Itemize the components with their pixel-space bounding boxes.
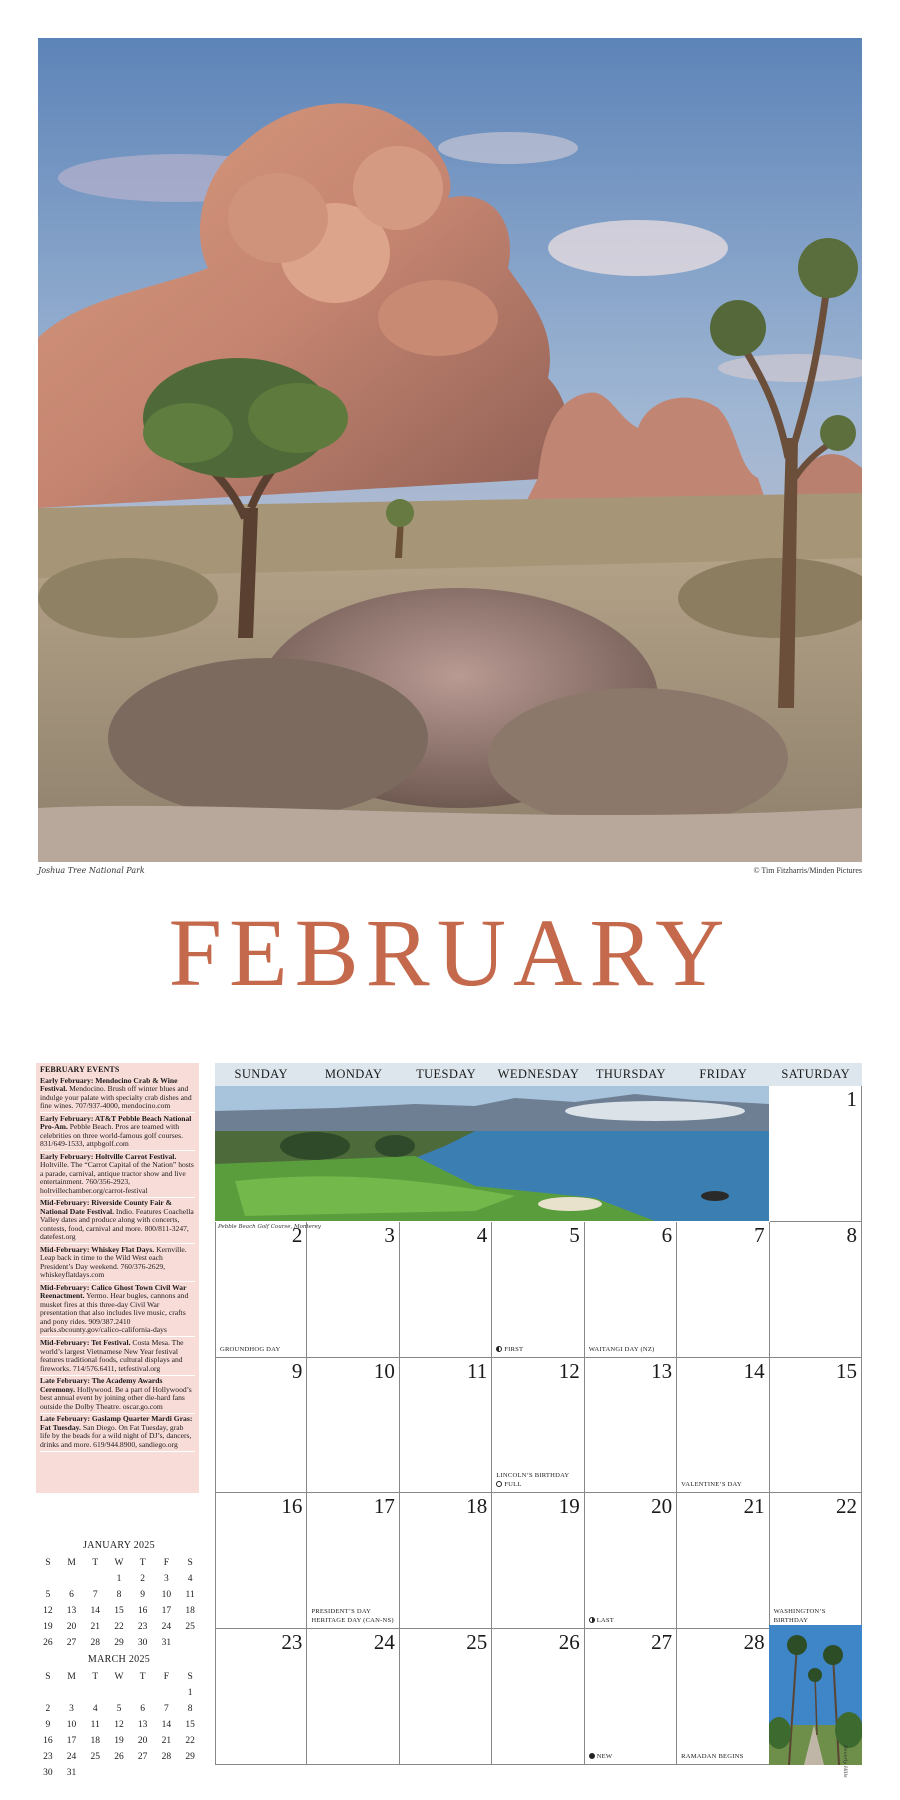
event-title: Mid-February: Calico Ghost Town Civil War Reenactment. xyxy=(40,1282,187,1301)
day-number: 25 xyxy=(466,1630,488,1655)
mini-day: 31 xyxy=(66,1768,77,1778)
holiday-note xyxy=(496,1471,569,1480)
day-cell[interactable] xyxy=(677,1493,769,1629)
mini-day: 20 xyxy=(137,1736,148,1746)
moon-last-icon xyxy=(589,1617,595,1623)
mini-calendar-table xyxy=(36,1669,202,1781)
mini-day xyxy=(60,1685,84,1701)
event-description: Costa Mesa. The world’s largest Vietnamese New Year festival features traditional foods, cultural displays and fireworks. 714/576.6411, tetfestival.org xyxy=(40,1338,184,1373)
mini-day: 16 xyxy=(137,1606,148,1616)
mini-day: 26 xyxy=(43,1638,53,1648)
mini-day: 24 xyxy=(66,1752,77,1762)
note-text: PRESIDENT’S DAY xyxy=(311,1608,372,1616)
mini-day: 23 xyxy=(43,1752,53,1762)
day-cell[interactable] xyxy=(215,1222,307,1358)
event-title: Mid-February: Riverside County Fair & National Date Festival. xyxy=(40,1198,172,1216)
mini-day: 17 xyxy=(66,1736,77,1746)
mini-calendar-title: JANUARY 2025 xyxy=(83,1540,155,1551)
day-cell[interactable] xyxy=(585,1358,677,1494)
day-notes xyxy=(589,1752,613,1761)
mini-day: 2 xyxy=(140,1574,146,1584)
day-notes xyxy=(681,1752,743,1761)
mini-day: 18 xyxy=(185,1606,195,1616)
event-title: Mid-February: Tet Festival. xyxy=(40,1338,131,1348)
mini-day xyxy=(178,1765,202,1781)
day-cell[interactable] xyxy=(307,1222,399,1358)
day-cell[interactable] xyxy=(492,1629,584,1765)
day-number: 10 xyxy=(373,1358,395,1383)
mini-day: 11 xyxy=(185,1590,195,1600)
day-number: 26 xyxy=(558,1630,580,1655)
mini-weekday: F xyxy=(163,1558,170,1568)
event-title: Late February: Gaslamp Quarter Mardi Gras: Fat Tuesday. xyxy=(40,1414,193,1432)
weekday-header xyxy=(215,1063,862,1086)
mini-day: 6 xyxy=(69,1590,74,1600)
palm-trees-photo xyxy=(769,1625,862,1765)
day-number: 27 xyxy=(651,1630,673,1655)
event-title: Early February: AT&T Pebble Beach National Pro-Am. xyxy=(40,1113,192,1132)
mini-weekday: W xyxy=(114,1672,124,1682)
mini-day: 15 xyxy=(114,1606,124,1616)
mini-day: 30 xyxy=(137,1638,148,1648)
event-item xyxy=(40,1077,195,1114)
day-number: 12 xyxy=(558,1358,580,1383)
day-cell[interactable] xyxy=(400,1358,492,1494)
event-description: Pebble Beach. Pros are teamed with celebrities on three world-famous golf courses. 831/649-1533, attpbgolf.com xyxy=(40,1122,183,1149)
mini-weekday: T xyxy=(139,1672,146,1682)
holiday-note xyxy=(589,1345,655,1354)
mini-day xyxy=(83,1685,107,1701)
day-cell[interactable] xyxy=(677,1629,769,1765)
mini-weekday: S xyxy=(187,1558,193,1568)
note-text: RAMADAN BEGINS xyxy=(681,1752,744,1760)
mini-day: 7 xyxy=(92,1590,98,1600)
mini-day xyxy=(131,1685,155,1701)
mini-day: 31 xyxy=(161,1638,172,1648)
note-text: HERITAGE DAY (CAN-NS) xyxy=(311,1617,394,1625)
note-text: WASHINGTON’S BIRTHDAY xyxy=(773,1608,826,1625)
event-description: Yermo. Hear bugles, cannons and musket fires at this three-day Civil War presentation that also includes live music, crafts and pony rides. 909/387.2410 parks.sbcounty.gov/calico-california-days xyxy=(40,1291,189,1335)
day-notes xyxy=(220,1345,280,1354)
mini-day: 13 xyxy=(66,1606,77,1616)
day-cell[interactable] xyxy=(400,1493,492,1629)
golf-course-photo xyxy=(215,1086,769,1221)
event-item xyxy=(40,1415,195,1452)
mini-day: 27 xyxy=(137,1752,148,1762)
mini-day: 30 xyxy=(43,1768,53,1778)
day-number: 1 xyxy=(846,1087,857,1111)
mini-day: 2 xyxy=(45,1704,51,1714)
mini-weekday: T xyxy=(139,1558,146,1568)
event-item xyxy=(40,1284,195,1338)
events-heading: FEBRUARY EVENTS xyxy=(40,1065,120,1074)
day-number: 2 xyxy=(291,1222,303,1247)
mini-weekday: S xyxy=(45,1558,51,1568)
day-notes xyxy=(589,1616,614,1625)
day-cell[interactable] xyxy=(307,1493,399,1629)
mini-day xyxy=(107,1685,131,1701)
mini-day: 26 xyxy=(114,1752,124,1762)
mini-calendar-title: MARCH 2025 xyxy=(87,1654,151,1665)
weekday-label: FRIDAY xyxy=(699,1067,748,1081)
moon-new-icon xyxy=(589,1753,595,1759)
day-cell[interactable] xyxy=(492,1222,584,1358)
mini-weekday: T xyxy=(92,1558,99,1568)
holiday-note xyxy=(774,1607,861,1625)
day-number: 16 xyxy=(281,1494,303,1519)
day-cell[interactable] xyxy=(770,1086,862,1222)
day-cell[interactable] xyxy=(492,1358,584,1494)
note-text: WAITANGI DAY (NZ) xyxy=(588,1345,655,1353)
weekday-label: TUESDAY xyxy=(416,1067,477,1081)
mini-day: 10 xyxy=(161,1590,172,1600)
day-cell[interactable] xyxy=(770,1358,862,1494)
event-item xyxy=(40,1153,195,1198)
day-number: 23 xyxy=(281,1630,303,1655)
day-number: 18 xyxy=(466,1494,488,1519)
day-notes xyxy=(589,1345,655,1354)
mini-day xyxy=(131,1765,155,1781)
day-cell[interactable] xyxy=(770,1493,862,1629)
mini-weekday: M xyxy=(67,1558,76,1568)
mini-day xyxy=(107,1765,131,1781)
note-text: LAST xyxy=(596,1617,614,1625)
mini-day xyxy=(83,1571,107,1587)
note-text: NEW xyxy=(596,1752,613,1760)
month-title: FEBRUARY xyxy=(168,899,732,1006)
day-cell[interactable] xyxy=(307,1629,399,1765)
note-text: VALENTINE’S DAY xyxy=(681,1481,742,1489)
mini-day: 28 xyxy=(161,1752,172,1762)
mini-day: 25 xyxy=(185,1622,195,1632)
day-cell[interactable] xyxy=(770,1222,862,1358)
mini-day: 19 xyxy=(43,1622,53,1632)
mini-day: 24 xyxy=(161,1622,172,1632)
mini-day: 23 xyxy=(137,1622,148,1632)
day-number: 8 xyxy=(846,1222,857,1247)
mini-day: 9 xyxy=(140,1590,146,1600)
mini-day xyxy=(178,1635,202,1651)
weekday-label: MONDAY xyxy=(324,1067,383,1081)
mini-weekday: S xyxy=(187,1672,193,1682)
mini-day: 5 xyxy=(116,1704,122,1714)
mini-day: 1 xyxy=(187,1688,193,1698)
day-cell[interactable] xyxy=(585,1493,677,1629)
day-number: 13 xyxy=(651,1358,673,1383)
palm-photo-caption: Beverly Hills xyxy=(842,1745,848,1778)
mini-day: 9 xyxy=(45,1720,51,1730)
moon-full-icon xyxy=(496,1481,502,1487)
mini-day: 22 xyxy=(114,1622,124,1632)
day-number: 15 xyxy=(835,1358,857,1383)
mini-day: 29 xyxy=(114,1638,124,1648)
note-text: GROUNDHOG DAY xyxy=(220,1345,281,1353)
event-item xyxy=(40,1115,195,1152)
event-description: Indio. Features Coachella Valley dates and produce along with concerts, contests, food, carnival and more. 800/811-3247, datefest.org xyxy=(40,1206,194,1242)
mini-day: 25 xyxy=(90,1752,100,1762)
event-description: Kernville. Leap back in time to the Wild West each President’s Day weekend. 760/376-2629, whiskeyflatdays.com xyxy=(40,1244,187,1280)
event-description: Mendocino. Brush off winter blues and indulge your palate with specialty crab dishes and fine wines. 707/937-4000, mendocino.com xyxy=(40,1084,192,1110)
mini-day: 3 xyxy=(163,1574,169,1584)
mini-day: 8 xyxy=(187,1704,193,1714)
mini-day: 4 xyxy=(92,1704,98,1714)
day-number: 7 xyxy=(754,1222,765,1247)
mini-day: 14 xyxy=(161,1720,172,1730)
day-cell[interactable] xyxy=(400,1222,492,1358)
mini-day: 16 xyxy=(43,1736,53,1746)
mini-day: 15 xyxy=(185,1720,195,1730)
mini-day: 1 xyxy=(116,1574,122,1584)
note-text: FULL xyxy=(504,1481,522,1489)
day-number: 21 xyxy=(743,1494,765,1519)
mini-day: 20 xyxy=(66,1622,77,1632)
event-item xyxy=(40,1377,195,1414)
mini-day: 14 xyxy=(90,1606,100,1616)
event-description: San Diego. On Fat Tuesday, grab life by the beads for a wild night of DJ’s, dancers, drinks and more. 619/944.8900, sandiego.org xyxy=(40,1422,192,1449)
mini-weekday: T xyxy=(92,1672,99,1682)
moon-phase-note xyxy=(589,1752,613,1761)
event-title: Mid-February: Whiskey Flat Days. xyxy=(40,1244,155,1254)
photo-caption: Joshua Tree National Park xyxy=(38,866,145,875)
weekday-label: SUNDAY xyxy=(234,1067,288,1081)
mini-calendar-table xyxy=(36,1555,202,1651)
day-notes xyxy=(774,1607,861,1625)
day-number: 5 xyxy=(569,1222,580,1247)
events-panel xyxy=(36,1063,199,1493)
golf-photo-caption: Pebble Beach Golf Course, Monterey xyxy=(218,1224,321,1230)
day-cell[interactable] xyxy=(677,1222,769,1358)
note-text: LINCOLN’S BIRTHDAY xyxy=(496,1472,570,1480)
month-grid xyxy=(215,1063,862,1778)
mini-day: 19 xyxy=(114,1736,124,1746)
day-cell[interactable] xyxy=(585,1222,677,1358)
mini-day: 6 xyxy=(140,1704,146,1714)
mini-day: 11 xyxy=(90,1720,100,1730)
weekday-label: SATURDAY xyxy=(781,1067,851,1081)
event-description: Hollywood. Be a part of Hollywood’s best annual event by joining other die-hard fans outside the Dolby Theatre. oscar.go.com xyxy=(40,1384,192,1411)
mini-day: 7 xyxy=(163,1704,169,1714)
hero-photo xyxy=(38,38,862,862)
day-number: 14 xyxy=(743,1358,765,1383)
mini-day xyxy=(36,1571,60,1587)
day-number: 4 xyxy=(476,1222,488,1247)
mini-weekday: S xyxy=(45,1672,51,1682)
day-number: 3 xyxy=(384,1222,395,1247)
day-cell[interactable] xyxy=(215,1629,307,1765)
mini-day: 12 xyxy=(114,1720,124,1730)
day-number: 20 xyxy=(651,1494,673,1519)
day-number: 6 xyxy=(661,1222,673,1247)
mini-calendar-march xyxy=(36,1654,202,1781)
day-notes xyxy=(681,1480,742,1489)
day-notes xyxy=(496,1345,523,1354)
day-cell[interactable] xyxy=(492,1493,584,1629)
event-item xyxy=(40,1339,195,1376)
mini-day: 18 xyxy=(90,1736,100,1746)
weekday-label: WEDNESDAY xyxy=(497,1067,580,1081)
day-cell[interactable] xyxy=(585,1629,677,1765)
moon-first-icon xyxy=(496,1346,502,1352)
moon-phase-note xyxy=(496,1480,569,1489)
mini-day: 29 xyxy=(185,1752,195,1762)
day-number: 19 xyxy=(558,1494,580,1519)
mini-weekday: F xyxy=(163,1672,170,1682)
holiday-note xyxy=(681,1480,742,1489)
day-cell[interactable] xyxy=(677,1358,769,1494)
mini-day: 22 xyxy=(185,1736,195,1746)
holiday-note xyxy=(220,1345,280,1354)
day-cell[interactable] xyxy=(215,1358,307,1494)
mini-day: 21 xyxy=(90,1622,100,1632)
mini-day xyxy=(60,1571,84,1587)
mini-day: 17 xyxy=(161,1606,172,1616)
mini-day xyxy=(36,1685,60,1701)
event-description: Holtville. The “Carrot Capital of the Nation” hosts a parade, carnival, antique tractor show and live entertainment. 760/356-2923, holtvillechamber.org/carrot-festival xyxy=(40,1160,194,1195)
moon-phase-note xyxy=(589,1616,614,1625)
mini-day: 5 xyxy=(45,1590,51,1600)
day-cell[interactable] xyxy=(307,1358,399,1494)
weekday-label: THURSDAY xyxy=(595,1067,666,1081)
day-number: 11 xyxy=(467,1358,488,1383)
day-number: 22 xyxy=(835,1494,857,1519)
day-notes xyxy=(496,1471,569,1489)
mini-calendar-january xyxy=(36,1540,202,1651)
day-number: 17 xyxy=(373,1494,395,1519)
event-item xyxy=(40,1199,195,1244)
mini-day: 13 xyxy=(137,1720,148,1730)
mini-day xyxy=(155,1685,179,1701)
holiday-note xyxy=(311,1616,393,1625)
mini-day: 21 xyxy=(161,1736,172,1746)
moon-phase-note xyxy=(496,1345,523,1354)
events-list xyxy=(40,1077,195,1452)
mini-day: 8 xyxy=(116,1590,122,1600)
mini-day: 27 xyxy=(66,1638,77,1648)
mini-day xyxy=(155,1765,179,1781)
mini-day: 28 xyxy=(90,1638,100,1648)
event-title: Late February: The Academy Awards Ceremony. xyxy=(40,1376,163,1394)
day-number: 24 xyxy=(373,1630,395,1655)
photo-credit: © Tim Fitzharris/Minden Pictures xyxy=(753,866,862,875)
mini-day: 10 xyxy=(66,1720,77,1730)
mini-day: 12 xyxy=(43,1606,53,1616)
day-number: 28 xyxy=(743,1630,765,1655)
day-notes xyxy=(311,1607,393,1625)
holiday-note xyxy=(681,1752,743,1761)
event-item xyxy=(40,1246,195,1283)
day-cell[interactable] xyxy=(400,1629,492,1765)
event-title: Early February: Mendocino Crab & Wine Festival. xyxy=(40,1075,178,1093)
mini-day: 3 xyxy=(69,1704,74,1714)
day-number: 9 xyxy=(291,1358,303,1383)
note-text: FIRST xyxy=(504,1345,524,1353)
holiday-note xyxy=(311,1607,393,1616)
mini-weekday: M xyxy=(67,1672,76,1682)
mini-weekday: W xyxy=(114,1558,124,1568)
mini-day: 4 xyxy=(187,1574,193,1584)
day-cell[interactable] xyxy=(215,1493,307,1629)
event-title: Early February: Holtville Carrot Festival. xyxy=(40,1151,177,1161)
mini-day xyxy=(83,1765,107,1781)
